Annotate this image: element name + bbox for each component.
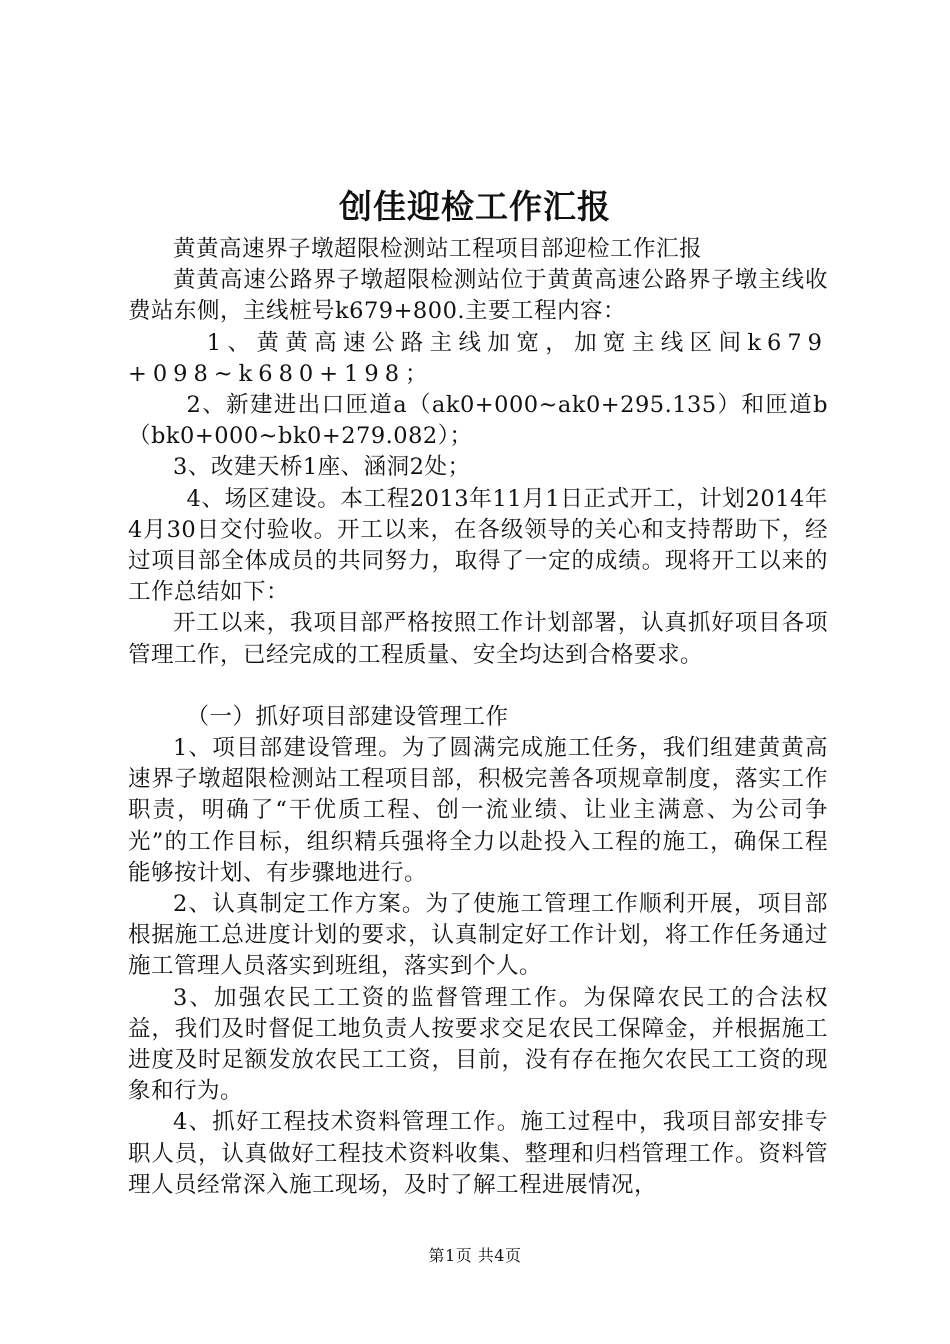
section-heading-1: （一）抓好项目部建设管理工作 (186, 703, 509, 730)
paragraph-section-1-point-4: 4、抓好工程技术资料管理工作。施工过程中，我项目部安排专职人员，认真做好工程技术资料收集、整理和归档管理工作。资料管理人员经常深入施工现场，及时了解工程进展情况， (128, 1109, 828, 1198)
document-body (128, 234, 828, 1201)
document-title: 创佳迎检工作汇报 (339, 187, 611, 226)
paragraph-section-1-point-3: 3、加强农民工工资的监督管理工作。为保障农民工的合法权益，我们及时督促工地负责人按要求交足农民工保障金，并根据施工进度及时足额发放农民工工资，目前，没有存在拖欠农民工工资的现象和行为。 (128, 984, 828, 1105)
paragraph-item-1: 1、黄黄高速公路主线加宽，加宽主线区间k679+098~k680+198； (128, 329, 828, 387)
paragraph-section-1-point-1: 1、项目部建设管理。为了圆满完成施工任务，我们组建黄黄高速界子墩超限检测站工程项目部，积极完善各项规章制度，落实工作职责，明确了“干优质工程、创一流业绩、让业主满意、为公司争光”的工作目标，组织精兵强将全力以赴投入工程的施工，确保工程能够按计划、有步骤地进行。 (128, 735, 828, 886)
paragraph-location: 黄黄高速公路界子墩超限检测站位于黄黄高速公路界子墩主线收费站东侧，主线桩号k679+800.主要工程内容： (128, 267, 828, 325)
paragraph-item-3: 3、改建天桥1座、涵洞2处； (173, 454, 471, 481)
paragraph-section-1-point-2: 2、认真制定工作方案。为了使施工管理工作顺利开展，项目部根据施工总进度计划的要求，认真制定好工作计划，将工作任务通过施工管理人员落实到班组，落实到个人。 (128, 891, 828, 980)
paragraph-subtitle: 黄黄高速界子墩超限检测站工程项目部迎检工作汇报 (173, 236, 703, 262)
page-number: 第1页 共4页 (428, 1246, 522, 1265)
paragraph-item-4: 4、场区建设。本工程2013年11月1日正式开工，计划2014年4月30日交付验收。开工以来，在各级领导的关心和支持帮助下，经过项目部全体成员的共同努力，取得了一定的成绩。现将开工以来的工作总结如下： (128, 485, 828, 606)
paragraph-summary: 开工以来，我项目部严格按照工作计划部署，认真抓好项目各项管理工作，已经完成的工程质量、安全均达到合格要求。 (128, 610, 828, 668)
paragraph-item-2: 2、新建进出口匝道a（ak0+000~ak0+295.135）和匝道b（bk0+000~bk0+279.082）； (128, 392, 828, 450)
